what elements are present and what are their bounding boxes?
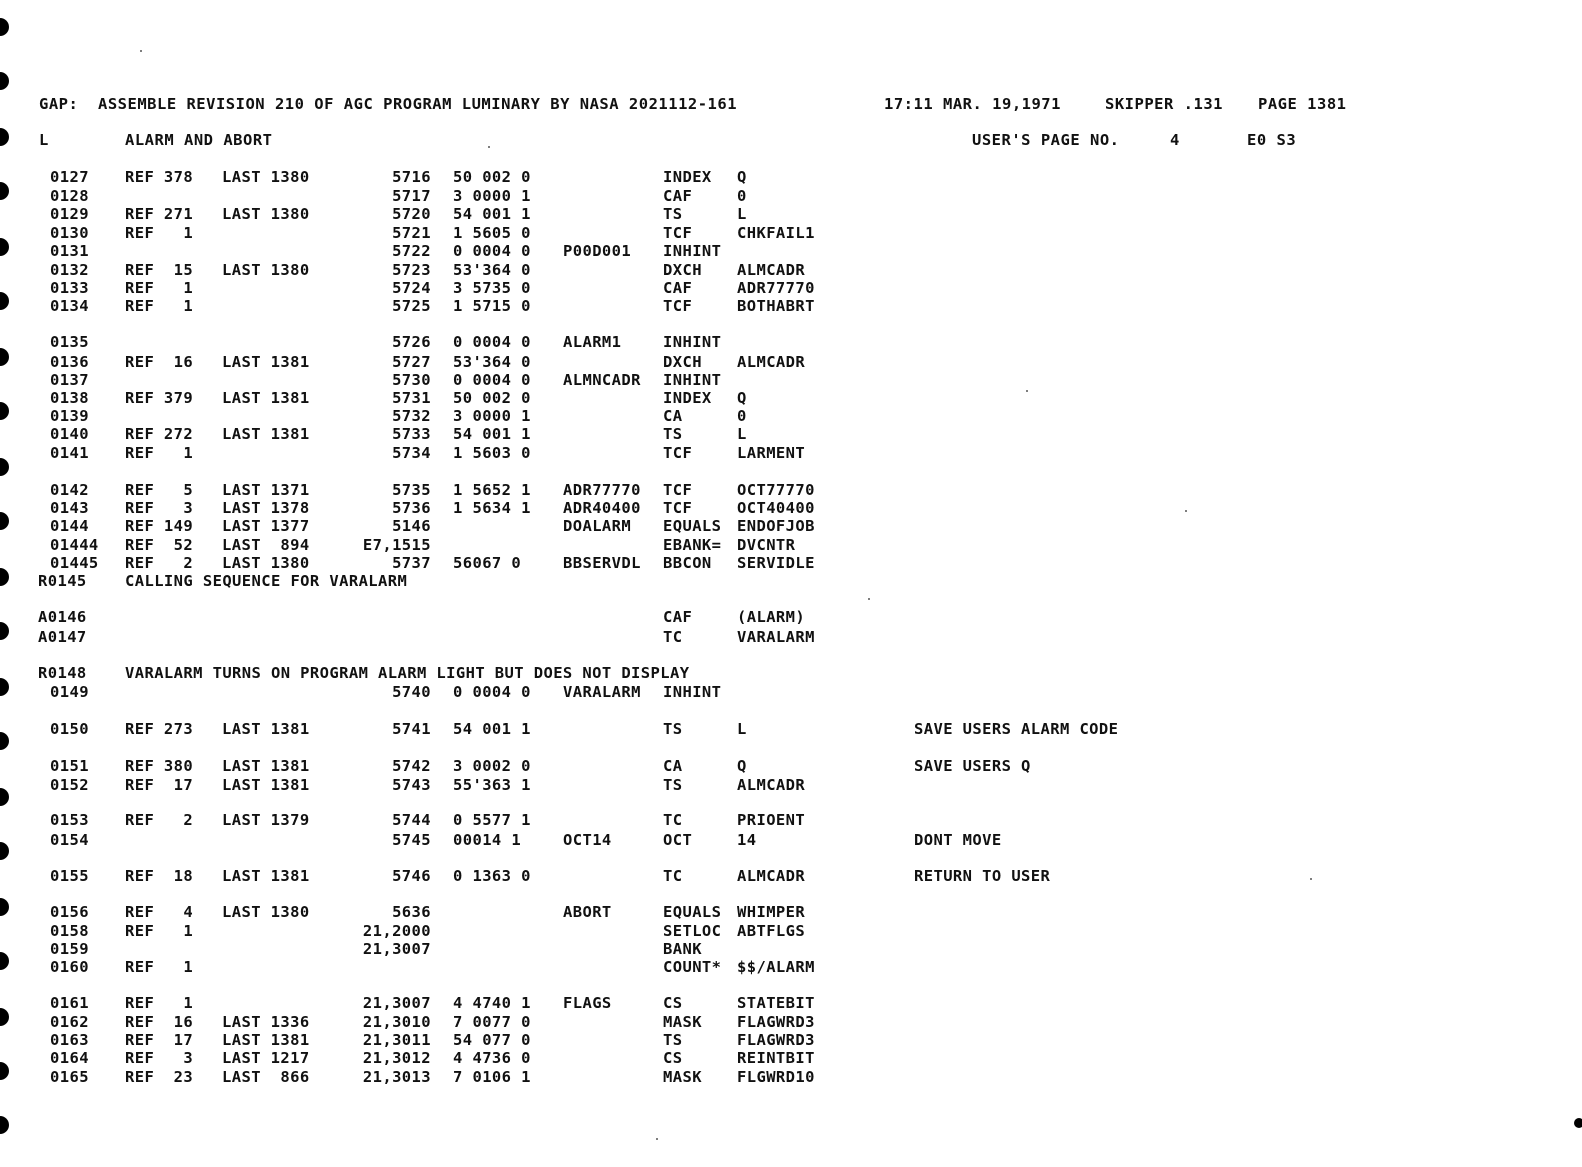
speck xyxy=(868,598,870,600)
address: 21,2000 xyxy=(362,922,431,940)
line-number: 0135 xyxy=(50,333,89,351)
operand: 0 xyxy=(737,187,747,205)
operand: OCT40400 xyxy=(737,499,815,517)
line-number: 0139 xyxy=(50,407,89,425)
last-ref: LAST 1381 xyxy=(222,1031,310,1049)
opcode: TS xyxy=(663,1031,683,1049)
listing-row xyxy=(0,720,1582,738)
octal-word: 7 0077 0 xyxy=(453,1013,531,1031)
line-number: 0134 xyxy=(50,297,89,315)
operand: PRIOENT xyxy=(737,811,806,829)
symbol-label: ADR77770 xyxy=(563,481,641,499)
listing-row xyxy=(0,683,1582,701)
operand: ALMCADR xyxy=(737,261,806,279)
octal-word: 3 0000 1 xyxy=(453,407,531,425)
address: 21,3007 xyxy=(362,940,431,958)
operand: DVCNTR xyxy=(737,536,796,554)
line-number: 0152 xyxy=(50,776,89,794)
section-title: ALARM AND ABORT xyxy=(125,131,273,149)
opcode: CAF xyxy=(663,279,693,297)
address: 5146 xyxy=(392,517,431,535)
line-number: 0156 xyxy=(50,903,89,921)
operand: STATEBIT xyxy=(737,994,815,1012)
operand: ALMCADR xyxy=(737,867,806,885)
octal-word: 54 077 0 xyxy=(453,1031,531,1049)
line-number: 0151 xyxy=(50,757,89,775)
line-number: 0140 xyxy=(50,425,89,443)
address: 5716 xyxy=(392,168,431,186)
ref-count: VARALARM TURNS ON PROGRAM ALARM LIGHT BUT DOES NOT DISPLAY xyxy=(125,664,690,682)
octal-word: 0 0004 0 xyxy=(453,242,531,260)
opcode: BBCON xyxy=(663,554,712,572)
symbol-label: ADR40400 xyxy=(563,499,641,517)
line-number: 0158 xyxy=(50,922,89,940)
speck xyxy=(140,50,142,52)
listing-row xyxy=(0,572,1582,590)
listing-row xyxy=(0,407,1582,425)
ref-count: REF 23 xyxy=(125,1068,194,1086)
opcode: CS xyxy=(663,994,683,1012)
opcode: DXCH xyxy=(663,261,702,279)
address: 5732 xyxy=(392,407,431,425)
listing-row xyxy=(0,922,1582,940)
listing-row xyxy=(0,242,1582,260)
listing-row xyxy=(0,757,1582,775)
address: 21,3007 xyxy=(362,994,431,1012)
address: 21,3013 xyxy=(362,1068,431,1086)
listing-row xyxy=(0,811,1582,829)
last-ref: LAST 1380 xyxy=(222,205,310,223)
last-ref: LAST 1380 xyxy=(222,903,310,921)
feed-hole xyxy=(1574,1118,1582,1128)
octal-word: 0 0004 0 xyxy=(453,371,531,389)
operand: ALMCADR xyxy=(737,353,806,371)
operand: (ALARM) xyxy=(737,608,806,626)
opcode: EBANK= xyxy=(663,536,722,554)
listing-row xyxy=(0,776,1582,794)
octal-word: 1 5605 0 xyxy=(453,224,531,242)
last-ref: LAST 894 xyxy=(222,536,310,554)
opcode: CAF xyxy=(663,187,693,205)
octal-word: 7 0106 1 xyxy=(453,1068,531,1086)
octal-word: 50 002 0 xyxy=(453,389,531,407)
opcode: CA xyxy=(663,407,683,425)
line-number: 0131 xyxy=(50,242,89,260)
opcode: MASK xyxy=(663,1013,702,1031)
comment: SAVE USERS Q xyxy=(914,757,1031,775)
address: 5723 xyxy=(392,261,431,279)
opcode: CAF xyxy=(663,608,693,626)
line-number: R0148 xyxy=(38,664,87,682)
address: 5730 xyxy=(392,371,431,389)
operand: FLAGWRD3 xyxy=(737,1031,815,1049)
symbol-label: FLAGS xyxy=(563,994,612,1012)
ref-count: REF 3 xyxy=(125,1049,194,1067)
line-number: 0155 xyxy=(50,867,89,885)
symbol-label: BBSERVDL xyxy=(563,554,641,572)
last-ref: LAST 1380 xyxy=(222,261,310,279)
last-ref: LAST 1377 xyxy=(222,517,310,535)
address: 5727 xyxy=(392,353,431,371)
listing-row xyxy=(0,867,1582,885)
last-ref: LAST 1379 xyxy=(222,811,310,829)
operand: FLGWRD10 xyxy=(737,1068,815,1086)
line-number: 0161 xyxy=(50,994,89,1012)
speck xyxy=(1026,390,1028,392)
listing-row xyxy=(0,940,1582,958)
listing-row xyxy=(0,261,1582,279)
line-number: 0129 xyxy=(50,205,89,223)
operand: FLAGWRD3 xyxy=(737,1013,815,1031)
opcode: INHINT xyxy=(663,242,722,260)
ref-count: REF 149 xyxy=(125,517,194,535)
line-number: 0127 xyxy=(50,168,89,186)
line-number: 0133 xyxy=(50,279,89,297)
ref-count: CALLING SEQUENCE FOR VARALARM xyxy=(125,572,408,590)
comment: DONT MOVE xyxy=(914,831,1002,849)
address: 5733 xyxy=(392,425,431,443)
opcode: INHINT xyxy=(663,371,722,389)
operand: SERVIDLE xyxy=(737,554,815,572)
ref-count: REF 52 xyxy=(125,536,194,554)
octal-word: 4 4740 1 xyxy=(453,994,531,1012)
operand: CHKFAIL1 xyxy=(737,224,815,242)
address: 5725 xyxy=(392,297,431,315)
listing-row xyxy=(0,481,1582,499)
opcode: TS xyxy=(663,205,683,223)
last-ref: LAST 1378 xyxy=(222,499,310,517)
octal-word: 56067 0 xyxy=(453,554,522,572)
ref-count: REF 15 xyxy=(125,261,194,279)
operand: LARMENT xyxy=(737,444,806,462)
opcode: TCF xyxy=(663,499,693,517)
line-number: 0164 xyxy=(50,1049,89,1067)
octal-word: 1 5603 0 xyxy=(453,444,531,462)
ref-count: REF 5 xyxy=(125,481,194,499)
line-number: 0160 xyxy=(50,958,89,976)
address: 5731 xyxy=(392,389,431,407)
operand: OCT77770 xyxy=(737,481,815,499)
address: 5736 xyxy=(392,499,431,517)
ref-count: REF 380 xyxy=(125,757,194,775)
listing-row xyxy=(0,1031,1582,1049)
listing-row xyxy=(0,608,1582,626)
address: 5740 xyxy=(392,683,431,701)
comment: RETURN TO USER xyxy=(914,867,1051,885)
line-number: 0144 xyxy=(50,517,89,535)
ref-count: REF 271 xyxy=(125,205,194,223)
users-page-number: 4 xyxy=(1170,131,1180,149)
listing-row xyxy=(0,628,1582,646)
symbol-label: ALARM1 xyxy=(563,333,622,351)
address: 5717 xyxy=(392,187,431,205)
line-number: A0146 xyxy=(38,608,87,626)
listing-row xyxy=(0,831,1582,849)
listing-row xyxy=(0,353,1582,371)
listing-row xyxy=(0,224,1582,242)
listing-row xyxy=(0,517,1582,535)
ref-count: REF 378 xyxy=(125,168,194,186)
line-number: A0147 xyxy=(38,628,87,646)
last-ref: LAST 1381 xyxy=(222,720,310,738)
listing-row xyxy=(0,389,1582,407)
ref-count: REF 2 xyxy=(125,554,194,572)
opcode: MASK xyxy=(663,1068,702,1086)
ref-count: REF 16 xyxy=(125,1013,194,1031)
line-number: 0128 xyxy=(50,187,89,205)
address: 5737 xyxy=(392,554,431,572)
speck xyxy=(488,146,490,148)
ref-count: REF 18 xyxy=(125,867,194,885)
address: 5721 xyxy=(392,224,431,242)
operand: Q xyxy=(737,757,747,775)
symbol-label: VARALARM xyxy=(563,683,641,701)
address: 5726 xyxy=(392,333,431,351)
symbol-label: OCT14 xyxy=(563,831,612,849)
listing-row xyxy=(0,444,1582,462)
symbol-label: ABORT xyxy=(563,903,612,921)
ref-count: REF 16 xyxy=(125,353,194,371)
opcode: TCF xyxy=(663,224,693,242)
operand: ALMCADR xyxy=(737,776,806,794)
ref-count: REF 1 xyxy=(125,279,194,297)
opcode: BANK xyxy=(663,940,702,958)
listing-row xyxy=(0,168,1582,186)
operand: BOTHABRT xyxy=(737,297,815,315)
last-ref: LAST 1217 xyxy=(222,1049,310,1067)
line-number: 0163 xyxy=(50,1031,89,1049)
program-title: GAP: ASSEMBLE REVISION 210 OF AGC PROGRAM LUMINARY BY NASA 2021112-161 xyxy=(39,95,738,113)
section-ident: E0 S3 xyxy=(1247,131,1297,149)
ref-count: REF 1 xyxy=(125,958,194,976)
octal-word: 3 0000 1 xyxy=(453,187,531,205)
line-number: 0149 xyxy=(50,683,89,701)
octal-word: 0 0004 0 xyxy=(453,333,531,351)
address: 5724 xyxy=(392,279,431,297)
operand: Q xyxy=(737,168,747,186)
ref-count: REF 17 xyxy=(125,1031,194,1049)
octal-word: 00014 1 xyxy=(453,831,522,849)
octal-word: 0 1363 0 xyxy=(453,867,531,885)
listing-row xyxy=(0,1049,1582,1067)
opcode: TS xyxy=(663,776,683,794)
line-number: 0159 xyxy=(50,940,89,958)
ref-count: REF 3 xyxy=(125,499,194,517)
ref-count: REF 379 xyxy=(125,389,194,407)
opcode: DXCH xyxy=(663,353,702,371)
speck xyxy=(1185,510,1187,512)
listing-row xyxy=(0,664,1582,682)
symbol-label: ALMNCADR xyxy=(563,371,641,389)
address: 5745 xyxy=(392,831,431,849)
line-number: 0142 xyxy=(50,481,89,499)
listing-row xyxy=(0,279,1582,297)
octal-word: 1 5715 0 xyxy=(453,297,531,315)
last-ref: LAST 1336 xyxy=(222,1013,310,1031)
symbol-label: P00D001 xyxy=(563,242,632,260)
ref-count: REF 1 xyxy=(125,224,194,242)
listing-row xyxy=(0,536,1582,554)
line-number: 0162 xyxy=(50,1013,89,1031)
opcode: OCT xyxy=(663,831,693,849)
opcode: TS xyxy=(663,425,683,443)
opcode: SETLOC xyxy=(663,922,722,940)
address: 5741 xyxy=(392,720,431,738)
ref-count: REF 1 xyxy=(125,994,194,1012)
listing-row xyxy=(0,554,1582,572)
operand: L xyxy=(737,425,747,443)
listing-row xyxy=(0,371,1582,389)
line-number: 0130 xyxy=(50,224,89,242)
address: 5636 xyxy=(392,903,431,921)
line-number: 0138 xyxy=(50,389,89,407)
ref-count: REF 2 xyxy=(125,811,194,829)
last-ref: LAST 1381 xyxy=(222,776,310,794)
operand: 0 xyxy=(737,407,747,425)
opcode: INDEX xyxy=(663,168,712,186)
operand: L xyxy=(737,720,747,738)
speck xyxy=(1310,878,1312,880)
users-page-label: USER'S PAGE NO. xyxy=(972,131,1120,149)
listing-row xyxy=(0,994,1582,1012)
address: 21,3011 xyxy=(362,1031,431,1049)
operand: ENDOFJOB xyxy=(737,517,815,535)
line-number: 0165 xyxy=(50,1068,89,1086)
ref-count: REF 4 xyxy=(125,903,194,921)
operator: SKIPPER .131 xyxy=(1105,95,1223,113)
line-number: 0137 xyxy=(50,371,89,389)
opcode: TCF xyxy=(663,444,693,462)
octal-word: 53'364 0 xyxy=(453,261,531,279)
last-ref: LAST 1381 xyxy=(222,389,310,407)
ref-count: REF 1 xyxy=(125,922,194,940)
octal-word: 1 5652 1 xyxy=(453,481,531,499)
opcode: INHINT xyxy=(663,683,722,701)
last-ref: LAST 1381 xyxy=(222,425,310,443)
address: 5735 xyxy=(392,481,431,499)
timestamp: 17:11 MAR. 19,1971 xyxy=(884,95,1061,113)
last-ref: LAST 1380 xyxy=(222,168,310,186)
address: 5722 xyxy=(392,242,431,260)
last-ref: LAST 1371 xyxy=(222,481,310,499)
line-number: 0136 xyxy=(50,353,89,371)
opcode: EQUALS xyxy=(663,517,722,535)
last-ref: LAST 1381 xyxy=(222,353,310,371)
ref-count: REF 17 xyxy=(125,776,194,794)
opcode: TCF xyxy=(663,297,693,315)
address: 5746 xyxy=(392,867,431,885)
opcode: INDEX xyxy=(663,389,712,407)
listing-row xyxy=(0,903,1582,921)
listing-row xyxy=(0,205,1582,223)
octal-word: 50 002 0 xyxy=(453,168,531,186)
address: 5743 xyxy=(392,776,431,794)
address: 5742 xyxy=(392,757,431,775)
listing-row xyxy=(0,499,1582,517)
page-number: PAGE 1381 xyxy=(1258,95,1347,113)
octal-word: 3 0002 0 xyxy=(453,757,531,775)
last-ref: LAST 1380 xyxy=(222,554,310,572)
opcode: TS xyxy=(663,720,683,738)
log-code: L xyxy=(39,131,49,149)
opcode: CA xyxy=(663,757,683,775)
operand: ADR77770 xyxy=(737,279,815,297)
listing-row xyxy=(0,958,1582,976)
opcode: CS xyxy=(663,1049,683,1067)
octal-word: 54 001 1 xyxy=(453,205,531,223)
address: 21,3012 xyxy=(362,1049,431,1067)
line-number: 0153 xyxy=(50,811,89,829)
opcode: COUNT* xyxy=(663,958,722,976)
last-ref: LAST 866 xyxy=(222,1068,310,1086)
opcode: TC xyxy=(663,867,683,885)
listing-row xyxy=(0,333,1582,351)
operand: VARALARM xyxy=(737,628,815,646)
line-number: R0145 xyxy=(38,572,87,590)
octal-word: 3 5735 0 xyxy=(453,279,531,297)
operand: L xyxy=(737,205,747,223)
octal-word: 53'364 0 xyxy=(453,353,531,371)
ref-count: REF 1 xyxy=(125,444,194,462)
symbol-label: DOALARM xyxy=(563,517,632,535)
operand: Q xyxy=(737,389,747,407)
operand: ABTFLGS xyxy=(737,922,806,940)
operand: REINTBIT xyxy=(737,1049,815,1067)
line-number: 0132 xyxy=(50,261,89,279)
octal-word: 54 001 1 xyxy=(453,720,531,738)
listing-row xyxy=(0,1013,1582,1031)
comment: SAVE USERS ALARM CODE xyxy=(914,720,1119,738)
last-ref: LAST 1381 xyxy=(222,867,310,885)
octal-word: 4 4736 0 xyxy=(453,1049,531,1067)
octal-word: 0 5577 1 xyxy=(453,811,531,829)
opcode: TCF xyxy=(663,481,693,499)
line-number: 0150 xyxy=(50,720,89,738)
line-number: 0141 xyxy=(50,444,89,462)
opcode: TC xyxy=(663,628,683,646)
opcode: EQUALS xyxy=(663,903,722,921)
opcode: INHINT xyxy=(663,333,722,351)
address: 5720 xyxy=(392,205,431,223)
listing-row xyxy=(0,297,1582,315)
listing-row xyxy=(0,187,1582,205)
octal-word: 55'363 1 xyxy=(453,776,531,794)
ref-count: REF 273 xyxy=(125,720,194,738)
line-number: 01445 xyxy=(50,554,99,572)
line-number: 0154 xyxy=(50,831,89,849)
listing-row xyxy=(0,425,1582,443)
listing-row xyxy=(0,1068,1582,1086)
address: 5744 xyxy=(392,811,431,829)
opcode: TC xyxy=(663,811,683,829)
octal-word: 54 001 1 xyxy=(453,425,531,443)
speck xyxy=(656,1138,658,1140)
address: 5734 xyxy=(392,444,431,462)
last-ref: LAST 1381 xyxy=(222,757,310,775)
line-number: 0143 xyxy=(50,499,89,517)
line-number: 01444 xyxy=(50,536,99,554)
ref-count: REF 1 xyxy=(125,297,194,315)
address: E7,1515 xyxy=(362,536,431,554)
operand: $$/ALARM xyxy=(737,958,815,976)
octal-word: 0 0004 0 xyxy=(453,683,531,701)
operand: 14 xyxy=(737,831,757,849)
operand: WHIMPER xyxy=(737,903,806,921)
octal-word: 1 5634 1 xyxy=(453,499,531,517)
ref-count: REF 272 xyxy=(125,425,194,443)
address: 21,3010 xyxy=(362,1013,431,1031)
